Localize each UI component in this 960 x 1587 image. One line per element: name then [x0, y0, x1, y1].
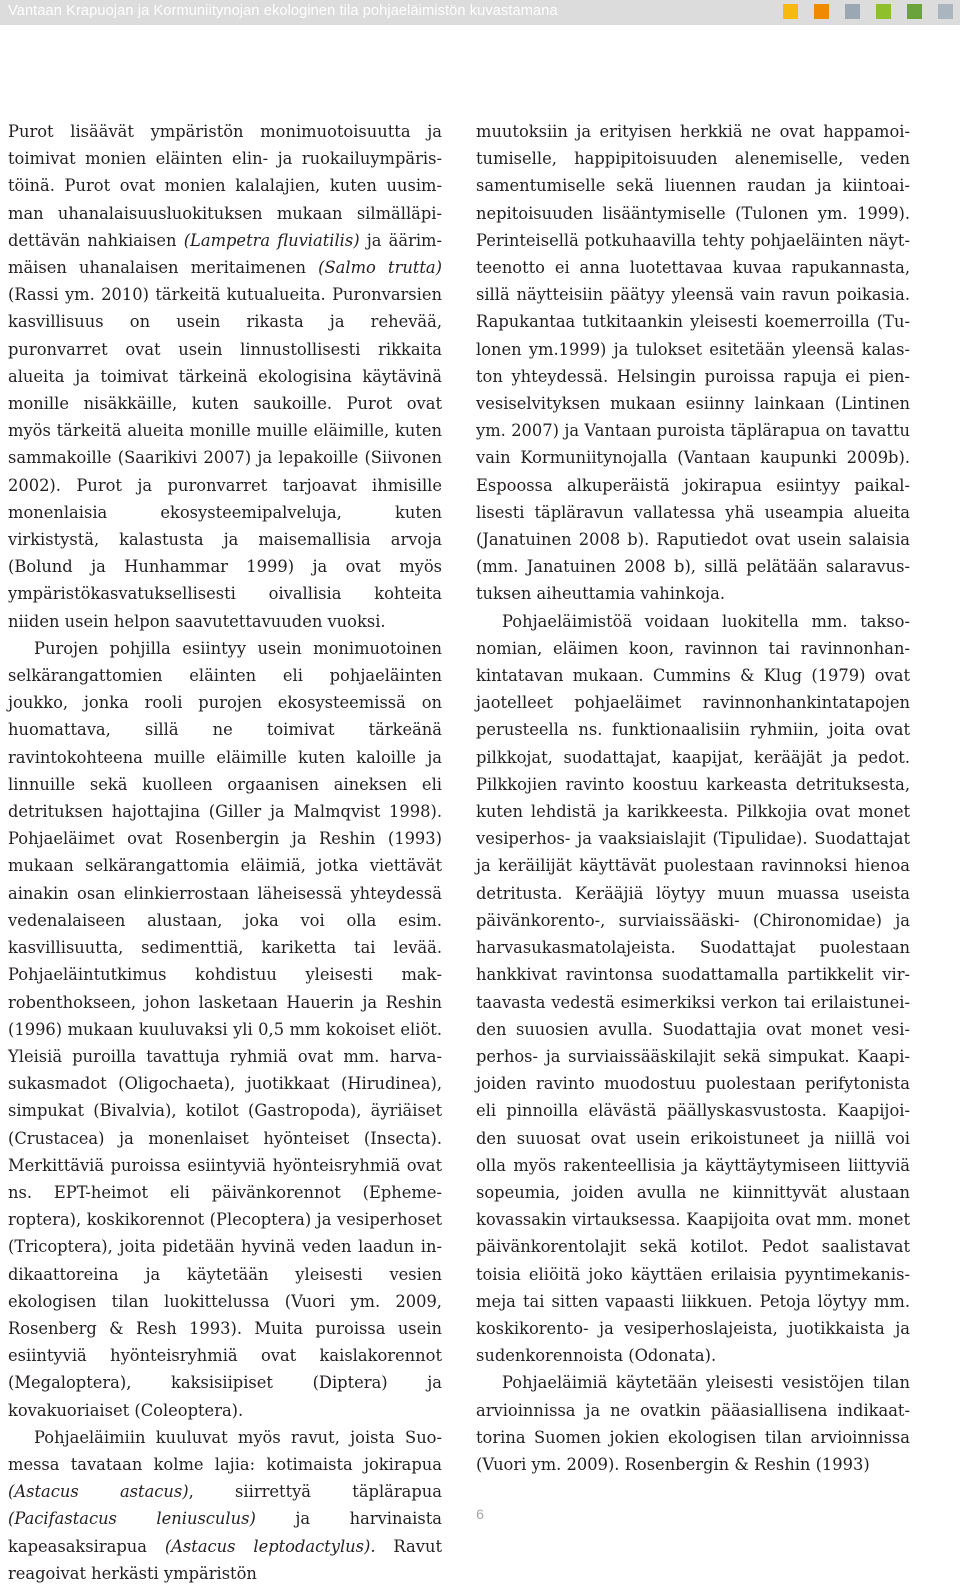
color-square-icon: [876, 4, 891, 19]
color-square-icon: [845, 4, 860, 19]
text-run: Pohjaeläimiin kuuluvat myös ravut, joista Suomessa tavataan kolme lajia: kotimaista jokirapua: [8, 1427, 442, 1474]
left-column: [8, 118, 442, 1587]
species-name: (Pacifastacus leniusculus): [8, 1509, 256, 1529]
text-run: ja äärimmäisen uhanalaisen meritaimenen: [8, 230, 443, 278]
paragraph: Pohjaeläimiä käytetään yleisesti vesistöjen tilan arvioinnissa ja ne ovatkin pääasiallisena indikaattorina Suomen jokien ekologisen tilan arvioinnissa (Vuori ym. 2009). Rosenbergin & Reshin (1993): [476, 1373, 910, 1474]
paragraph: Pohjaeläimistöä voidaan luokitella mm. taksonomian, eläimen koon, ravinnon tai ravinnonhankintatavan mukaan. Cummins & Klug (1979) ovat jaotelleet pohjaeläimet ravinnonhankintatapojen perusteella ns. funktionaalisiin ryhmiin, joita ovat pilkkojat, suodattajat, kaapijat, kerääjät ja pedot. Pilkkojien ravinto koostuu karkeasta detrituksesta, kuten lehdistä ja karikkeesta. Pilkkojia ovat monet vesiperhos- ja vaaksiaislajit (Tipulidae). Suodattajat ja keräilijät käyttävät puolestaan ravinnoksi hienoa detritusta. Kerääjiä löytyy muun muassa useista päivänkorento-, surviaissääski- (Chironomidae) ja harvasukasmatolajeista. Suodattajat puolestaan hankkivat ravintonsa suodattamalla partikkelit virtaavasta vedestä esimerkiksi verkon tai erilaistuneiden suuosien avulla. Suodattajia ovat monet vesiperhos- ja surviaissääskilajit sekä simpukat. Kaapijoiden ravinto muodostuu puolestaan perifytonista eli pinnoilla elävästä päällyskasvustosta. Kaapijoiden suuosat ovat usein erikoistuneet ja niillä voi olla myös rakenteellisia ja käyttäytymiseen liittyviä sopeumia, joiden avulla ne kiinnittyvät alustaan kovassakin virtauksessa. Kaapijoita ovat mm. monet päivänkorentolajit sekä kotilot. Pedot saalistavat toisia eliöitä joko käyttäen erilaisia pyyntimekanismeja tai sitten vapaasti liikkuen. Petoja löytyy mm. koskikorento- ja vesiperhoslajeista, juotikkaista ja sudenkorennoista (Odonata).: [476, 611, 910, 1366]
paragraph: muutoksiin ja erityisen herkkiä ne ovat happamoitumiselle, happipitoisuuden alenemiselle, veden samentumiselle sekä liuennen raudan ja kiintoainepitoisuuden lisääntymiselle (Tulonen ym. 1999). Perinteisellä potkuhaavilla tehty pohjaeläinten näytteenotto ei anna luotettavaa kuvaa rapukannasta, sillä näytteisiin päätyy yleensä vain ravun poikasia. Rapukantaa tutkitaankin yleisesti koemerroilla (Tulonen ym.1999) ja tulokset esitetään yleensä kalaston yhteydessä. Helsingin puroissa rapuja ei pienvesiselvityksen mukaan esiinny lainkaan (Lintinen ym. 2007) ja Vantaan puroista täplärapua on tavattu vain Kormuniitynojalla (Vantaan kaupunki 2009b). Espoossa alkuperäistä jokirapua esiintyy paikallisesti täpläravun vallatessa yhä useampia alueita (Janatuinen 2008 b). Raputiedot ovat usein salaisia (mm. Janatuinen 2008 b), sillä pelätään salaravustuksen aiheuttamia vahinkoja.: [476, 122, 910, 604]
color-square-icon: [938, 4, 953, 19]
species-name: (Lampetra fluviatilis): [183, 230, 360, 250]
text-run: Ravut reagoivat herkästi ympäristön: [8, 1536, 442, 1583]
running-header: [0, 0, 960, 25]
text-run: ja harvinaista kapeasaksirapua: [8, 1509, 442, 1556]
header-title: Vantaan Krapuojan ja Kormuniitynojan ekologinen tila pohjaeläimistön kuvastamana: [8, 3, 558, 19]
color-square-icon: [907, 4, 922, 19]
color-square-icon: [783, 4, 798, 19]
color-square-icon: [814, 4, 829, 19]
page-number: 6: [476, 1506, 484, 1522]
color-squares: [783, 4, 953, 21]
text-run: Purot lisäävät ympäristön monimuotoisuutta ja toimivat monien eläinten elin- ja ruokailuympäristöinä. Purot ovat monien kalalajien, kuten uusimman uhanalaisuusluokituksen mukaan silmälläpidettävän nahkiaisen: [8, 122, 442, 250]
species-name: (Astacus leptodactylus).: [164, 1536, 376, 1556]
species-name: (Astacus astacus): [8, 1482, 189, 1502]
paragraph: Purojen pohjilla esiintyy usein monimuotoinen selkärangattomien eläinten eli pohjaeläinten joukko, jonka rooli purojen ekosysteemissä on huomattava, sillä ne toimivat tärkeänä ravintokohteena muille eläimille kuten kaloille ja linnuille sekä kuolleen orgaanisen aineksen eli detrituksen hajottajina (Giller ja Malmqvist 1998). Pohjaeläimet ovat Rosenbergin ja Reshin (1993) mukaan selkärangattomia eläimiä, jotka viettävät ainakin osan elinkierrostaan läheisessä yhteydessä vedenalaiseen alustaan, joka voi olla esim. kasvillisuutta, sedimenttiä, kariketta tai levää. Pohjaeläintutkimus kohdistuu yleisesti makrobenthokseen, johon lasketaan Hauerin ja Reshin (1996) mukaan kuuluvaksi yli 0,5 mm kokoiset eliöt. Yleisiä puroilla tavattuja ryhmiä ovat mm. harvasukasmadot (Oligochaeta), juotikkaat (Hirudinea), simpukat (Bivalvia), kotilot (Gastropoda), äyriäiset (Crustacea) ja monenlaiset hyönteiset (Insecta). Merkittäviä puroissa esiintyviä hyönteisryhmiä ovat ns. EPT-heimot eli päivänkorennot (Ephemeroptera), koskikorennot (Plecoptera) ja vesiperhoset (Tricoptera), joita pidetään hyvinä veden laadun indikaattoreina ja käytetään yleisesti vesien ekologisen tilan luokittelussa (Vuori ym. 2009, Rosenberg & Resh 1993). Muita puroissa usein esiintyviä hyönteisryhmiä ovat kaislakorennot (Megaloptera), kaksisiipiset (Diptera) ja kovakuoriaiset (Coleoptera).: [8, 638, 442, 1420]
right-column: [476, 118, 910, 1478]
species-name: (Salmo trutta): [318, 258, 442, 278]
paragraph: [8, 118, 442, 635]
text-run: , siirrettyä täplärapua: [188, 1482, 442, 1502]
text-run: (Rassi ym. 2010) tärkeitä kutualueita. Puronvarsien kasvillisuus on usein rikasta ja rehevää, puronvarret ovat usein linnustollisesti rikkaita alueita ja toimivat tärkeinä ekologisina käytävinä monille nisäkkäille, kuten saukoille. Purot ovat myös tärkeitä alueita monille muille eläimille, kuten sammakoille (Saarikivi 2007) ja lepakoille (Siivonen 2002). Purot ja puronvarret tarjoavat ihmisille monenlaisia ekosysteemipalveluja, kuten virkistystä, kalastusta ja maisemallisia arvoja (Bolund ja Hunhammar 1999) ja ovat myös ympäristökasvatuksellisesti oivallisia kohteita niiden usein helpon saavutettavuuden vuoksi.: [8, 285, 442, 631]
